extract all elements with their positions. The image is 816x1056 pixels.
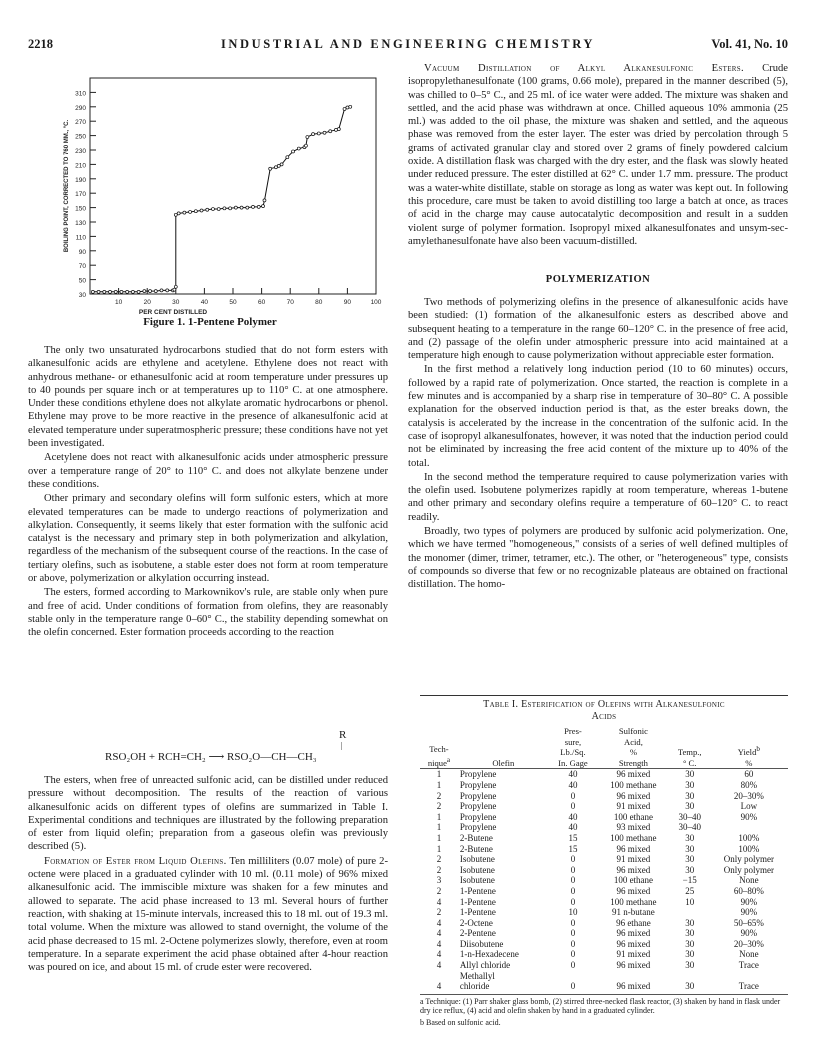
y-tick-label: 110 bbox=[75, 234, 86, 242]
table-row bbox=[420, 907, 788, 918]
data-point bbox=[200, 209, 203, 212]
data-point bbox=[329, 130, 332, 133]
cell-yield: 60 bbox=[744, 769, 754, 780]
data-point bbox=[194, 210, 197, 213]
cell-yield: 90% bbox=[740, 928, 758, 939]
cell-acid: 91 n-butane bbox=[612, 907, 655, 918]
data-point bbox=[246, 206, 249, 209]
x-tick-label: 70 bbox=[286, 299, 294, 306]
paragraph-text: Ten milliliters (0.07 mole) of pure 2-octene were placed in a graduated cylinder with 10 ml. (0.11 mole) of 96% mixed alkanesulfonic acid. The immiscible mixture was shaken for a few minutes and allowed to separate. The acid phase increased to 13 ml. Several hours of further reaction, with shaking at 15-minute intervals, increased this to 18 ml. out of 19.3 ml. total volume. When the mixture was allowed to stand overnight, the volume of the acid phase decreased to 15 ml. 2-Octene polymerizes slowly, therefore, even at room temperature. In a separate experiment the acid phase obtained after 4-hour reaction was poured on ice, and about 15 ml. of crude ester were recovered. bbox=[28, 855, 388, 974]
col-header-olefin: Olefin bbox=[458, 726, 549, 769]
cell-yield: Only polymer bbox=[723, 854, 774, 865]
paragraph bbox=[28, 855, 388, 975]
cell-yield: None bbox=[739, 875, 759, 886]
cell-pressure: 40 bbox=[568, 822, 578, 833]
volume-number: Vol. 41, No. 10 bbox=[711, 37, 788, 51]
data-point bbox=[343, 107, 346, 110]
cell-pressure: 0 bbox=[570, 960, 576, 971]
x-tick-label: 100 bbox=[370, 299, 382, 306]
col-header-yield: Yield$^b$ % bbox=[710, 726, 788, 769]
cell-pressure: 0 bbox=[549, 971, 597, 995]
paragraph: The esters, formed according to Markownikov's rule, are stable only when pure and free of acid. Under conditions of formation from olefins, they are reasonably stable only in the temperature range 0–60° C., the stability depending somewhat on the olefin concerned. Ester formation proceeds according to the reaction bbox=[28, 587, 388, 639]
paragraph: In the second method the temperature required to cause polymerization varies with the olefin used. Isobutene polymerizes rapidly at room temperature, whereas 1-butene and other primary and secondary olefins require a temperature of 60–120° C. to react readily. bbox=[408, 471, 788, 523]
cell-temp: 10 bbox=[685, 896, 695, 907]
cell-pressure: 15 bbox=[568, 843, 578, 854]
cell-yield: 60–80% bbox=[733, 885, 764, 896]
cell-technique: 1 bbox=[436, 769, 442, 780]
table-row bbox=[420, 928, 788, 939]
page-header bbox=[28, 37, 788, 55]
paragraph: Two methods of polymerizing olefins in the presence of alkanesulfonic acids have been studied: (1) formation of the alkanesulfonic esters as described above and subsequent heating to a temperature in the range 60–120° C. in the presence of free acid, and (2) passage of the olefin under atmospheric pressure into acid maintained at a temperature high enough to cause polymerization without appreciable ester formation. bbox=[408, 297, 788, 362]
data-point bbox=[280, 163, 283, 166]
cell-pressure: 40 bbox=[568, 769, 578, 780]
table-row bbox=[420, 812, 788, 823]
table-title bbox=[420, 695, 788, 723]
cell-technique: 2 bbox=[436, 801, 442, 812]
boiling-point-chart bbox=[28, 62, 388, 322]
cell-temp: 30 bbox=[670, 971, 710, 995]
cell-acid: 96 mixed bbox=[616, 938, 651, 949]
x-tick-label: 60 bbox=[257, 299, 266, 306]
cell-acid: 100 methane bbox=[610, 832, 657, 843]
data-point bbox=[183, 211, 186, 214]
cell-yield: 20–30% bbox=[733, 938, 764, 949]
cell-pressure: 0 bbox=[570, 896, 576, 907]
cell-technique: 1 bbox=[436, 832, 442, 843]
data-point bbox=[306, 136, 309, 139]
cell-olefin: Methallyl chloride bbox=[458, 971, 549, 995]
data-point bbox=[269, 167, 272, 170]
data-point bbox=[263, 199, 266, 202]
data-point bbox=[103, 290, 106, 293]
cell-pressure: 0 bbox=[570, 790, 576, 801]
paragraph: The only two unsaturated hydrocarbons studied that do not form esters with alkanesulfonic acids are ethylene and acetylene. Ethylene does not react with anhydrous methane- or ethanesulfonic acid at room temperature under pressures up to 40 pounds per square inch or at temperatures up to 110° C. at one atmosphere. Under these conditions ethylene does not alkylate aromatic hydrocarbons or phenol. Ethylene may prove to be more reactive in the presence of alkanesulfonic acid at elevated temperature under superatmospheric pressure; these conditions have not yet been investigated. bbox=[28, 345, 388, 450]
cell-temp: 30 bbox=[685, 801, 695, 812]
cell-acid: 100 ethane bbox=[613, 875, 654, 886]
data-point bbox=[206, 208, 209, 211]
data-point bbox=[166, 289, 169, 292]
equation-substituent: R bbox=[339, 729, 347, 741]
cell-yield: 90% bbox=[740, 811, 758, 822]
cell-olefin: 2-Octene bbox=[459, 917, 493, 928]
cell-technique: 1 bbox=[436, 822, 442, 833]
cell-yield: 90% bbox=[740, 907, 758, 918]
right-column bbox=[408, 62, 788, 248]
cell-yield: 50–65% bbox=[733, 917, 764, 928]
cell-yield: Low bbox=[740, 801, 758, 812]
cell-yield: Trace bbox=[738, 960, 759, 971]
data-point bbox=[137, 290, 140, 293]
table-footnote-b: b Based on sulfonic acid. bbox=[420, 1018, 501, 1028]
data-point bbox=[211, 208, 214, 211]
data-point bbox=[174, 213, 177, 216]
data-point bbox=[229, 207, 232, 210]
data-point bbox=[234, 206, 237, 209]
data-point bbox=[297, 147, 300, 150]
cell-pressure: 0 bbox=[570, 917, 576, 928]
paragraph-text: Crude isopropylethanesulfonate (100 grams, 0.66 mole), prepared in the manner described (5), was chilled to 0–5° C., and 25 ml. of ice water were added. The mixture was shaken and settled, and the acid phase was withdrawn at once. Chilled aqueous 10% ammonia (25 ml.) was added to the oil phase, the mixture was shaken and settled, and the aqueous phase was removed from the ester layer. The ester was dried by percolation through 5 grams of activated granular clay and stored over 2 grams of finely powdered calcium oxide. A distillation flask was charged with the dry ester, and the flask was slowly heated under reduced pressure. The ester distilled at 62° C. under 1.7 mm. pressure. The product was a water-white distillate, stable on storage as long as water was kept out. In following this procedure, care must be taken to avoid distilling too large a batch at once, as traces of acid in the charge may cause autocatalytic decomposition and result in a sudden violent surge of polymer formation. Isopropyl mixed alkanesulfonates and unsym-sec-amylethanesulfonate have also been vacuum-distilled. bbox=[408, 63, 789, 247]
x-tick-label: 30 bbox=[172, 299, 180, 306]
page-number: 2218 bbox=[28, 37, 53, 51]
y-tick-label: 290 bbox=[75, 104, 86, 112]
cell-yield: None bbox=[739, 949, 759, 960]
x-tick-label: 50 bbox=[229, 299, 237, 306]
table-row bbox=[420, 875, 788, 886]
cell-technique: 4 bbox=[420, 971, 458, 995]
table-row bbox=[420, 949, 788, 960]
x-tick-label: 10 bbox=[114, 299, 123, 306]
esterification-table bbox=[420, 726, 788, 995]
data-point bbox=[126, 290, 129, 293]
cell-technique: 2 bbox=[436, 885, 442, 896]
cell-temp: 30 bbox=[685, 928, 695, 939]
cell-temp: 30–40 bbox=[678, 822, 701, 833]
cell-acid: 96 mixed bbox=[616, 960, 651, 971]
cell-olefin: Allyl chloride bbox=[459, 960, 511, 971]
cell-olefin: 1-Pentene bbox=[459, 907, 496, 918]
table-row bbox=[420, 971, 788, 995]
run-in-heading: Formation of Ester from Liquid Olefins. bbox=[44, 855, 227, 867]
cell-acid: 91 mixed bbox=[616, 801, 651, 812]
cell-acid: 96 mixed bbox=[616, 864, 651, 875]
y-tick-label: 270 bbox=[75, 119, 86, 127]
table-row bbox=[420, 844, 788, 855]
cell-pressure: 0 bbox=[570, 801, 576, 812]
cell-olefin: 1-Pentene bbox=[459, 885, 496, 896]
cell-acid: 91 mixed bbox=[616, 949, 651, 960]
y-tick-label: 130 bbox=[75, 220, 86, 227]
table-row bbox=[420, 833, 788, 844]
right-column-lower bbox=[408, 296, 788, 592]
equation-line: RSO₂OH + RCH=CH₂ ⟶ RSO₂O—CH—CH₃ bbox=[105, 751, 317, 763]
cell-olefin: Propylene bbox=[459, 801, 497, 812]
data-point bbox=[323, 131, 326, 134]
cell-pressure: 0 bbox=[570, 875, 576, 886]
data-point bbox=[286, 156, 289, 159]
cell-acid: 96 mixed bbox=[616, 928, 651, 939]
cell-technique: 2 bbox=[436, 790, 442, 801]
table-footnote-a: a Technique: (1) Parr shaker glass bomb, (2) stirred three-necked flask reactor, (3) shaken by hand in flask under dry ice reflux, (4) acid and olefin shaken by hand in a graduated cylinder. bbox=[420, 996, 781, 1016]
cell-olefin: 1-n-Hexadecene bbox=[459, 949, 519, 960]
table-row bbox=[420, 865, 788, 876]
data-point bbox=[189, 210, 192, 213]
data-point bbox=[143, 290, 146, 293]
col-header-temp: Temp., ° C. bbox=[670, 726, 710, 769]
cell-temp: 30 bbox=[685, 960, 695, 971]
plot-frame bbox=[90, 78, 376, 294]
y-tick-label: 230 bbox=[75, 148, 86, 155]
cell-olefin: Propylene bbox=[459, 790, 497, 801]
data-point bbox=[257, 205, 260, 208]
journal-title: INDUSTRIAL AND ENGINEERING CHEMISTRY bbox=[220, 37, 596, 51]
cell-technique: 1 bbox=[436, 811, 442, 822]
data-point bbox=[349, 105, 352, 108]
data-point bbox=[120, 290, 123, 293]
cell-temp: −15 bbox=[682, 875, 697, 886]
cell-olefin: Isobutene bbox=[459, 854, 495, 865]
cell-pressure: 0 bbox=[570, 938, 576, 949]
cell-technique: 1 bbox=[436, 779, 442, 790]
cell-yield: Trace bbox=[710, 971, 788, 995]
cell-acid: 96 mixed bbox=[597, 971, 669, 995]
data-point bbox=[304, 144, 307, 147]
figure-1 bbox=[28, 62, 388, 340]
cell-acid: 91 mixed bbox=[616, 854, 651, 865]
cell-yield: 90% bbox=[740, 896, 758, 907]
table-row bbox=[420, 854, 788, 865]
cell-acid: 96 mixed bbox=[616, 769, 651, 780]
cell-olefin: 1-Pentene bbox=[459, 896, 496, 907]
table-row bbox=[420, 822, 788, 833]
cell-pressure: 40 bbox=[568, 779, 578, 790]
cell-acid: 100 methane bbox=[610, 896, 657, 907]
table-title-line: Acids bbox=[591, 711, 617, 722]
data-point bbox=[177, 212, 180, 215]
cell-technique: 4 bbox=[436, 938, 442, 949]
paragraph: Broadly, two types of polymers are produced by sulfonic acid polymerization. One, which we have termed "homogeneous," consists of a series of well defined multiples of the monomer (dimer, trimer, tetramer, etc.). The other, or "heterogeneous" type, consists of compounds so diverse that few or no recognizable plateaus are obtained on fractional distillation. The homo- bbox=[408, 526, 788, 591]
cell-technique: 4 bbox=[436, 917, 442, 928]
cell-yield bbox=[710, 822, 788, 833]
data-point bbox=[217, 208, 220, 211]
reaction-equation bbox=[28, 729, 388, 769]
table-row bbox=[420, 886, 788, 897]
data-point bbox=[240, 206, 243, 209]
table-row bbox=[420, 960, 788, 971]
cell-pressure: 0 bbox=[570, 864, 576, 875]
table-row bbox=[420, 897, 788, 908]
cell-technique: 2 bbox=[436, 864, 442, 875]
cell-temp bbox=[670, 907, 710, 918]
data-point bbox=[109, 290, 112, 293]
cell-temp: 30 bbox=[685, 769, 695, 780]
data-point bbox=[317, 132, 320, 135]
cell-pressure: 0 bbox=[570, 949, 576, 960]
cell-pressure: 0 bbox=[570, 885, 576, 896]
y-tick-label: 90 bbox=[78, 248, 86, 256]
cell-yield: Only polymer bbox=[723, 864, 774, 875]
x-axis-label: PER CENT DISTILLED bbox=[138, 309, 208, 316]
cell-pressure: 0 bbox=[570, 928, 576, 939]
cell-pressure: 10 bbox=[568, 907, 578, 918]
cell-acid: 100 ethane bbox=[613, 811, 654, 822]
y-tick-label: 70 bbox=[78, 263, 86, 271]
paragraph: In the first method a relatively long induction period (10 to 60 minutes) occurs, followed by a rapid rate of polymerization. Once started, the reaction is complete in a few minutes and is accompanied by a sharp rise in temperature of 30–80° C. A possible explanation for the observed induction period is that, as the ester breaks down, the catalysis is accelerated by the increase in the concentration of the sulfonic acid. In the case of isopropyl alkanesulfonates, however, it was noted that the induction period could not be eliminated by increasing the free acid content of the mixture up to 40% of the total. bbox=[408, 364, 788, 469]
cell-temp: 30 bbox=[685, 832, 695, 843]
y-tick-label: 210 bbox=[75, 162, 86, 170]
cell-temp: 30 bbox=[685, 790, 695, 801]
x-tick-label: 20 bbox=[143, 299, 151, 306]
cell-technique: 2 bbox=[436, 907, 442, 918]
cell-acid: 96 mixed bbox=[616, 843, 651, 854]
cell-olefin: Propylene bbox=[459, 811, 497, 822]
data-point bbox=[262, 205, 265, 208]
y-axis-label: BOILING POINT, CORRECTED TO 760 MM., °C. bbox=[64, 119, 70, 253]
equation-bond: | bbox=[341, 741, 343, 750]
cell-technique: 3 bbox=[436, 875, 442, 886]
cell-temp: 30 bbox=[685, 854, 695, 865]
left-column bbox=[28, 344, 388, 640]
cell-temp: 30 bbox=[685, 843, 695, 854]
cell-temp: 30 bbox=[685, 917, 695, 928]
cell-technique: 4 bbox=[436, 960, 442, 971]
data-point bbox=[160, 289, 163, 292]
x-tick-label: 40 bbox=[200, 299, 209, 306]
paragraph: The esters, when free of unreacted sulfonic acid, can be distilled under reduced pressure without decomposition. The results of the reaction of various alkanesulfonic acids on different types of olefins are summarized in Table I. Experimental conditions and techniques are illustrated by the following preparation of ester from liquid olefin; preparation from a gaseous olefin was previously described (5). bbox=[28, 775, 388, 853]
cell-olefin: 2-Butene bbox=[459, 832, 493, 843]
section-heading: POLYMERIZATION bbox=[545, 274, 651, 285]
run-in-heading: Vacuum Distillation of Alkyl Alkanesulfonic Esters. bbox=[424, 63, 744, 74]
table-title-line: Table I. Esterification of Olefins with Alkanesulfonic bbox=[483, 699, 725, 710]
cell-technique: 2 bbox=[436, 854, 442, 865]
cell-acid: 93 mixed bbox=[616, 822, 651, 833]
y-tick-label: 190 bbox=[75, 176, 86, 184]
table-row bbox=[420, 801, 788, 812]
data-point bbox=[174, 285, 177, 288]
cell-pressure: 0 bbox=[570, 854, 576, 865]
table-row bbox=[420, 939, 788, 950]
data-point bbox=[312, 133, 315, 136]
cell-olefin: 2-Butene bbox=[459, 843, 493, 854]
data-point bbox=[114, 290, 117, 293]
cell-olefin: Isobutene bbox=[459, 875, 495, 886]
data-point bbox=[173, 288, 176, 291]
cell-yield: 100% bbox=[738, 832, 760, 843]
col-header-acid: Sulfonic Acid, % Strength bbox=[597, 726, 669, 769]
table-row bbox=[420, 791, 788, 802]
data-point bbox=[252, 205, 255, 208]
cell-technique: 4 bbox=[436, 928, 442, 939]
y-tick-label: 310 bbox=[75, 90, 86, 98]
table-1 bbox=[420, 695, 788, 1028]
cell-olefin: Diisobutene bbox=[459, 938, 504, 949]
cell-yield: 100% bbox=[738, 843, 760, 854]
data-point bbox=[97, 290, 100, 293]
table-row bbox=[420, 780, 788, 791]
cell-temp: 30 bbox=[685, 779, 695, 790]
cell-olefin: Propylene bbox=[459, 779, 497, 790]
col-header-pressure: Pres- sure, Lb./Sq. In. Gage bbox=[549, 726, 597, 769]
x-tick-label: 90 bbox=[343, 299, 352, 306]
cell-olefin: Propylene bbox=[459, 769, 497, 780]
cell-technique: 4 bbox=[436, 896, 442, 907]
paragraph: Other primary and secondary olefins will form sulfonic esters, which at more elevated temperatures can be made to undergo reactions of polymerization and alkylation. Consequently, it seems likely that ester formation with the sulfonic acid catalyst is the necessary and primary step in both polymerization and alkylation, regardless of the mechanism of the subsequent course of the reactions. In the case of tertiary olefins, such as isobutene, a stable ester does not form at room temperature or above, polymerization or alkylation occurring instead. bbox=[28, 493, 388, 585]
table-row bbox=[420, 769, 788, 780]
cell-acid: 96 mixed bbox=[616, 885, 651, 896]
figure-caption: Figure 1. 1-Pentene Polymer bbox=[143, 316, 277, 328]
data-point bbox=[337, 128, 340, 131]
cell-yield: 20–30% bbox=[733, 790, 764, 801]
cell-temp: 30 bbox=[685, 864, 695, 875]
table-row bbox=[420, 918, 788, 929]
data-point bbox=[274, 166, 277, 169]
cell-pressure: 15 bbox=[568, 832, 578, 843]
y-tick-label: 50 bbox=[78, 277, 86, 285]
data-point bbox=[223, 207, 226, 210]
cell-olefin: 2-Pentene bbox=[459, 928, 496, 939]
x-tick-label: 80 bbox=[315, 299, 323, 306]
cell-acid: 96 mixed bbox=[616, 790, 651, 801]
cell-temp: 30 bbox=[685, 949, 695, 960]
cell-technique: 1 bbox=[436, 843, 442, 854]
cell-temp: 30–40 bbox=[678, 811, 701, 822]
paragraph: Acetylene does not react with alkanesulfonic acids under atmospheric pressure over a temperature range of 20° to 110° C. and does not alkylate benzene under these conditions. bbox=[28, 452, 388, 490]
cell-yield: 80% bbox=[740, 779, 758, 790]
paragraph bbox=[408, 62, 788, 248]
left-column-lower bbox=[28, 774, 388, 974]
cell-olefin: Propylene bbox=[459, 822, 497, 833]
data-point bbox=[131, 290, 134, 293]
y-tick-label: 250 bbox=[75, 133, 86, 141]
cell-technique: 4 bbox=[436, 949, 442, 960]
data-point bbox=[91, 290, 94, 293]
y-tick-label: 170 bbox=[75, 191, 86, 199]
cell-temp: 25 bbox=[685, 885, 695, 896]
cell-acid: 96 ethane bbox=[616, 917, 651, 928]
cell-temp: 30 bbox=[685, 938, 695, 949]
data-point bbox=[149, 290, 152, 293]
data-point bbox=[277, 164, 280, 167]
cell-pressure: 40 bbox=[568, 811, 578, 822]
y-tick-label: 30 bbox=[78, 292, 86, 299]
cell-acid: 100 methane bbox=[610, 779, 657, 790]
data-point bbox=[292, 150, 295, 153]
data-point bbox=[154, 290, 157, 293]
y-tick-label: 150 bbox=[75, 205, 86, 213]
col-header-technique: Tech- nique$^a$ bbox=[420, 726, 458, 769]
cell-olefin: Isobutene bbox=[459, 864, 495, 875]
